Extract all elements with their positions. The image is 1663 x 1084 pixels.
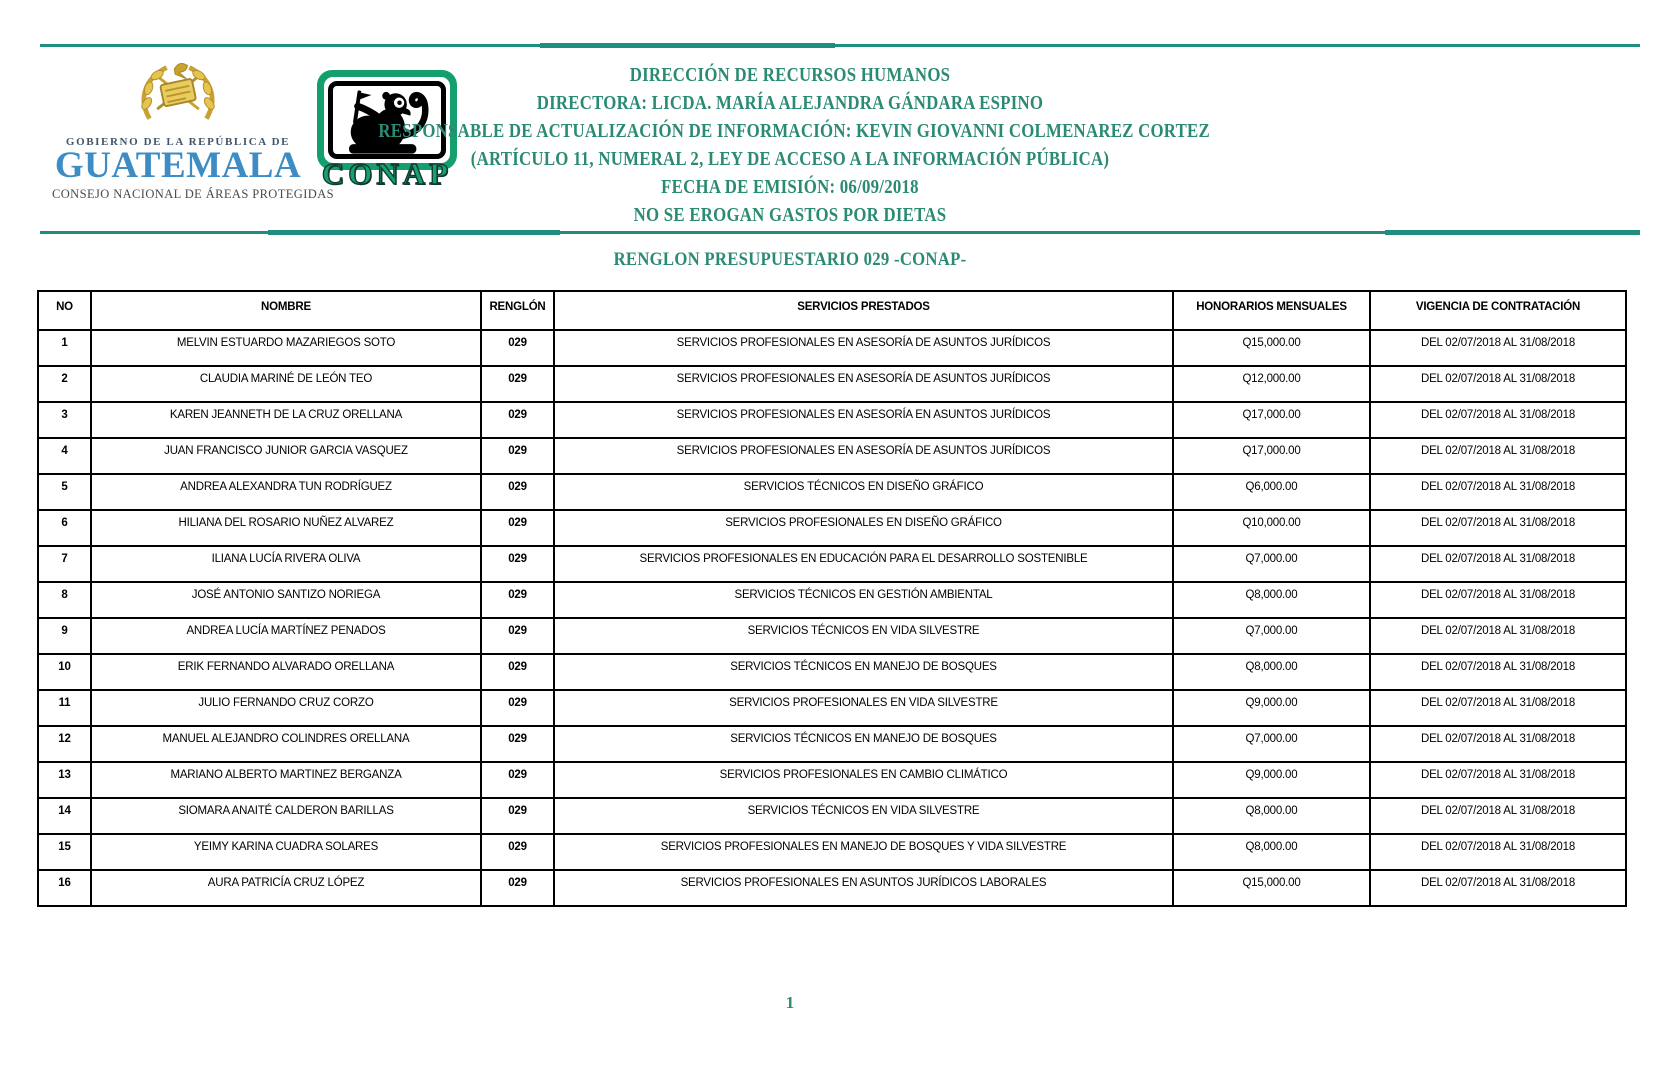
guatemala-coat-of-arms-icon: [103, 58, 253, 130]
table-row: [38, 618, 1626, 654]
cell-servicios: SERVICIOS TÉCNICOS EN VIDA SILVESTRE: [554, 618, 1173, 654]
cell-renglon: 029: [481, 798, 554, 834]
column-header: NOMBRE: [91, 291, 481, 330]
header-line: NO SE EROGAN GASTOS POR DIETAS: [633, 204, 947, 226]
table-body: [38, 330, 1626, 906]
table-row: [38, 330, 1626, 366]
cell-honorarios: Q7,000.00: [1173, 726, 1370, 762]
cell-vigencia: DEL 02/07/2018 AL 31/08/2018: [1370, 654, 1626, 690]
cell-nombre: SIOMARA ANAITÉ CALDERON BARILLAS: [91, 798, 481, 834]
cell-nombre: ANDREA ALEXANDRA TUN RODRÍGUEZ: [91, 474, 481, 510]
cell-nombre: KAREN JEANNETH DE LA CRUZ ORELLANA: [91, 402, 481, 438]
cell-vigencia: DEL 02/07/2018 AL 31/08/2018: [1370, 510, 1626, 546]
cell-vigencia: DEL 02/07/2018 AL 31/08/2018: [1370, 582, 1626, 618]
cell-honorarios: Q7,000.00: [1173, 546, 1370, 582]
cell-servicios: SERVICIOS PROFESIONALES EN ASESORÍA EN ASUNTOS JURÍDICOS: [554, 402, 1173, 438]
cell-servicios: SERVICIOS PROFESIONALES EN ASUNTOS JURÍDICOS LABORALES: [554, 870, 1173, 906]
contracts-table: [37, 290, 1627, 907]
cell-vigencia: DEL 02/07/2018 AL 31/08/2018: [1370, 762, 1626, 798]
cell-nombre: MELVIN ESTUARDO MAZARIEGOS SOTO: [91, 330, 481, 366]
table-row: [38, 474, 1626, 510]
cell-renglon: 029: [481, 654, 554, 690]
cell-vigencia: DEL 02/07/2018 AL 31/08/2018: [1370, 870, 1626, 906]
column-header: RENGLÓN: [481, 291, 554, 330]
table-row: [38, 546, 1626, 582]
contracts-table-wrapper: [37, 290, 1627, 907]
guatemala-logo-name: GUATEMALA: [54, 145, 302, 186]
top-divider-rule: [40, 44, 1640, 47]
cell-servicios: SERVICIOS PROFESIONALES EN VIDA SILVESTRE: [554, 690, 1173, 726]
cell-servicios: SERVICIOS TÉCNICOS EN VIDA SILVESTRE: [554, 798, 1173, 834]
cell-no: 10: [38, 654, 91, 690]
cell-no: 4: [38, 438, 91, 474]
cell-servicios: SERVICIOS PROFESIONALES EN CAMBIO CLIMÁTICO: [554, 762, 1173, 798]
cell-renglon: 029: [481, 546, 554, 582]
conap-logo-label: CONAP: [321, 156, 453, 191]
cell-honorarios: Q9,000.00: [1173, 690, 1370, 726]
column-header: HONORARIOS MENSUALES: [1173, 291, 1370, 330]
cell-honorarios: Q15,000.00: [1173, 330, 1370, 366]
cell-vigencia: DEL 02/07/2018 AL 31/08/2018: [1370, 474, 1626, 510]
cell-honorarios: Q12,000.00: [1173, 366, 1370, 402]
cell-honorarios: Q10,000.00: [1173, 510, 1370, 546]
cell-honorarios: Q17,000.00: [1173, 438, 1370, 474]
cell-no: 11: [38, 690, 91, 726]
cell-no: 3: [38, 402, 91, 438]
column-header: NO: [38, 291, 91, 330]
table-header-row: [38, 291, 1626, 330]
header-bottom-divider-segment-left: [268, 230, 560, 235]
cell-nombre: ILIANA LUCÍA RIVERA OLIVA: [91, 546, 481, 582]
cell-vigencia: DEL 02/07/2018 AL 31/08/2018: [1370, 366, 1626, 402]
cell-vigencia: DEL 02/07/2018 AL 31/08/2018: [1370, 798, 1626, 834]
cell-nombre: CLAUDIA MARINÉ DE LEÓN TEO: [91, 366, 481, 402]
cell-honorarios: Q7,000.00: [1173, 618, 1370, 654]
cell-servicios: SERVICIOS TÉCNICOS EN MANEJO DE BOSQUES: [554, 726, 1173, 762]
cell-nombre: ERIK FERNANDO ALVARADO ORELLANA: [91, 654, 481, 690]
header-line: DIRECTORA: LICDA. MARÍA ALEJANDRA GÁNDARA ESPINO: [536, 92, 1044, 114]
table-row: [38, 438, 1626, 474]
header-line: RESPONSABLE DE ACTUALIZACIÓN DE INFORMACIÓN: KEVIN GIOVANNI COLMENAREZ CORTEZ: [378, 120, 1210, 142]
cell-no: 14: [38, 798, 91, 834]
cell-vigencia: DEL 02/07/2018 AL 31/08/2018: [1370, 618, 1626, 654]
cell-no: 6: [38, 510, 91, 546]
top-divider-rule-segment: [540, 43, 835, 48]
column-header: SERVICIOS PRESTADOS: [554, 291, 1173, 330]
cell-renglon: 029: [481, 726, 554, 762]
cell-honorarios: Q8,000.00: [1173, 582, 1370, 618]
cell-renglon: 029: [481, 762, 554, 798]
cell-renglon: 029: [481, 330, 554, 366]
guatemala-logo-line3: CONSEJO NACIONAL DE ÁREAS PROTEGIDAS: [52, 187, 335, 201]
cell-vigencia: DEL 02/07/2018 AL 31/08/2018: [1370, 330, 1626, 366]
cell-no: 16: [38, 870, 91, 906]
cell-no: 1: [38, 330, 91, 366]
cell-servicios: SERVICIOS PROFESIONALES EN EDUCACIÓN PARA EL DESARROLLO SOSTENIBLE: [554, 546, 1173, 582]
cell-servicios: SERVICIOS PROFESIONALES EN MANEJO DE BOSQUES Y VIDA SILVESTRE: [554, 834, 1173, 870]
cell-vigencia: DEL 02/07/2018 AL 31/08/2018: [1370, 690, 1626, 726]
table-row: [38, 402, 1626, 438]
page-title: RENGLON PRESUPUESTARIO 029 -CONAP-: [613, 249, 967, 270]
cell-vigencia: DEL 02/07/2018 AL 31/08/2018: [1370, 438, 1626, 474]
cell-nombre: JULIO FERNANDO CRUZ CORZO: [91, 690, 481, 726]
table-row: [38, 690, 1626, 726]
cell-nombre: HILIANA DEL ROSARIO NUÑEZ ALVAREZ: [91, 510, 481, 546]
table-row: [38, 582, 1626, 618]
cell-renglon: 029: [481, 582, 554, 618]
header-bottom-divider-segment-right: [1385, 230, 1640, 235]
cell-nombre: YEIMY KARINA CUADRA SOLARES: [91, 834, 481, 870]
cell-servicios: SERVICIOS PROFESIONALES EN ASESORÍA DE ASUNTOS JURÍDICOS: [554, 330, 1173, 366]
cell-nombre: JOSÉ ANTONIO SANTIZO NORIEGA: [91, 582, 481, 618]
cell-renglon: 029: [481, 402, 554, 438]
cell-renglon: 029: [481, 366, 554, 402]
table-row: [38, 654, 1626, 690]
cell-no: 9: [38, 618, 91, 654]
header-line: DIRECCIÓN DE RECURSOS HUMANOS: [629, 64, 951, 86]
cell-servicios: SERVICIOS TÉCNICOS EN GESTIÓN AMBIENTAL: [554, 582, 1173, 618]
table-row: [38, 366, 1626, 402]
table-row: [38, 510, 1626, 546]
header-line: (ARTÍCULO 11, NUMERAL 2, LEY DE ACCESO A LA INFORMACIÓN PÚBLICA): [470, 148, 1110, 170]
cell-no: 12: [38, 726, 91, 762]
cell-no: 15: [38, 834, 91, 870]
table-row: [38, 870, 1626, 906]
cell-renglon: 029: [481, 474, 554, 510]
table-row: [38, 798, 1626, 834]
cell-renglon: 029: [481, 690, 554, 726]
cell-nombre: AURA PATRICÍA CRUZ LÓPEZ: [91, 870, 481, 906]
cell-vigencia: DEL 02/07/2018 AL 31/08/2018: [1370, 834, 1626, 870]
cell-vigencia: DEL 02/07/2018 AL 31/08/2018: [1370, 402, 1626, 438]
cell-renglon: 029: [481, 510, 554, 546]
table-row: [38, 762, 1626, 798]
cell-honorarios: Q8,000.00: [1173, 654, 1370, 690]
cell-honorarios: Q9,000.00: [1173, 762, 1370, 798]
cell-no: 5: [38, 474, 91, 510]
cell-no: 8: [38, 582, 91, 618]
cell-servicios: SERVICIOS TÉCNICOS EN MANEJO DE BOSQUES: [554, 654, 1173, 690]
cell-renglon: 029: [481, 438, 554, 474]
cell-nombre: MANUEL ALEJANDRO COLINDRES ORELLANA: [91, 726, 481, 762]
cell-honorarios: Q6,000.00: [1173, 474, 1370, 510]
cell-honorarios: Q8,000.00: [1173, 798, 1370, 834]
document-header: [378, 61, 1210, 229]
cell-servicios: SERVICIOS PROFESIONALES EN ASESORÍA DE ASUNTOS JURÍDICOS: [554, 438, 1173, 474]
cell-nombre: ANDREA LUCÍA MARTÍNEZ PENADOS: [91, 618, 481, 654]
header-line: FECHA DE EMISIÓN: 06/09/2018: [661, 176, 919, 198]
table-row: [38, 726, 1626, 762]
guatemala-logo: [52, 58, 335, 202]
cell-honorarios: Q17,000.00: [1173, 402, 1370, 438]
cell-servicios: SERVICIOS PROFESIONALES EN ASESORÍA DE ASUNTOS JURÍDICOS: [554, 366, 1173, 402]
guatemala-logo-line1: GOBIERNO DE LA REPÚBLICA DE: [65, 136, 291, 148]
column-header: VIGENCIA DE CONTRATACIÓN: [1370, 291, 1626, 330]
cell-vigencia: DEL 02/07/2018 AL 31/08/2018: [1370, 726, 1626, 762]
cell-nombre: MARIANO ALBERTO MARTINEZ BERGANZA: [91, 762, 481, 798]
cell-servicios: SERVICIOS TÉCNICOS EN DISEÑO GRÁFICO: [554, 474, 1173, 510]
cell-nombre: JUAN FRANCISCO JUNIOR GARCIA VASQUEZ: [91, 438, 481, 474]
cell-renglon: 029: [481, 870, 554, 906]
cell-renglon: 029: [481, 834, 554, 870]
page-number: 1: [785, 993, 795, 1012]
cell-servicios: SERVICIOS PROFESIONALES EN DISEÑO GRÁFICO: [554, 510, 1173, 546]
cell-no: 7: [38, 546, 91, 582]
cell-no: 2: [38, 366, 91, 402]
cell-renglon: 029: [481, 618, 554, 654]
cell-honorarios: Q8,000.00: [1173, 834, 1370, 870]
cell-honorarios: Q15,000.00: [1173, 870, 1370, 906]
cell-vigencia: DEL 02/07/2018 AL 31/08/2018: [1370, 546, 1626, 582]
cell-no: 13: [38, 762, 91, 798]
table-row: [38, 834, 1626, 870]
